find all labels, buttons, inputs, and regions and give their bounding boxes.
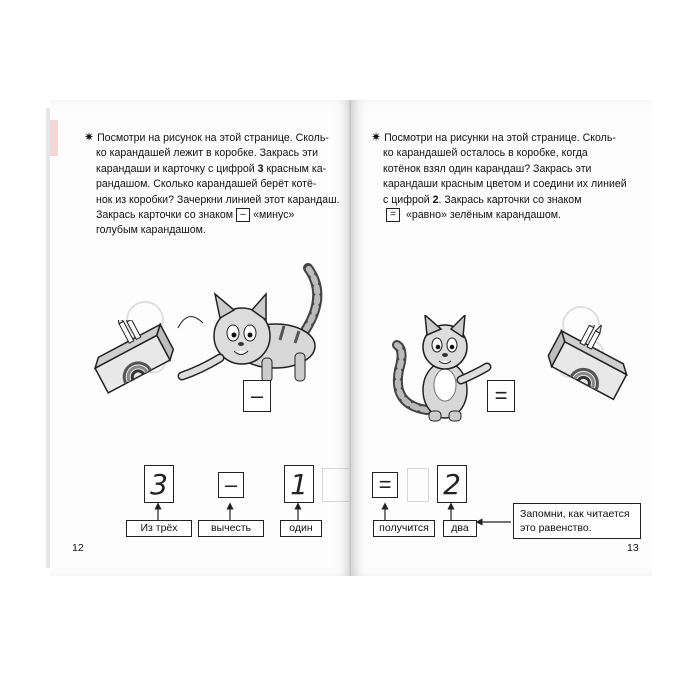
- page-number: 13: [627, 542, 639, 554]
- task-line: Посмотри на рисунки на этой странице. Сколь-: [384, 132, 616, 144]
- task-line: карандаши и карточку с цифрой: [96, 162, 255, 175]
- task-line: Посмотри на рисунок на этой странице. Сколь-: [97, 132, 329, 144]
- digit-card-2: 2: [437, 465, 467, 503]
- task-line: котёнок взял один карандаш? Закрась эти: [383, 162, 592, 175]
- minus-card-icon: –: [236, 208, 250, 222]
- page-tab: [50, 120, 58, 156]
- digit-card-1: 1: [284, 465, 314, 503]
- faint-card: [322, 468, 351, 502]
- right-task-text: [371, 130, 646, 223]
- remember-note: Запомни, как читается это равенство.: [513, 503, 641, 539]
- open-workbook: [50, 100, 652, 576]
- task-line: «равно»: [405, 209, 447, 222]
- task-line: зелёным карандашом.: [449, 209, 561, 222]
- task-line: «минус»: [253, 209, 295, 222]
- label-dva: два: [443, 520, 477, 537]
- pencil-box-illustration: [88, 320, 183, 400]
- kitten-illustration: [170, 258, 335, 393]
- equals-card-icon: =: [386, 208, 400, 222]
- task-line: голубым карандашом.: [96, 224, 206, 237]
- label-vychest: вычесть: [198, 520, 264, 537]
- minus-card: –: [218, 472, 244, 498]
- digit-card-3: 3: [144, 465, 174, 503]
- faint-card: [407, 468, 429, 502]
- pencil-box-illustration: [536, 325, 636, 410]
- task-line: нок из коробки? Зачеркни линией этот карандаш.: [96, 193, 340, 206]
- task-line: рандашом. Сколько карандашей берёт котё-: [96, 178, 317, 191]
- digit-highlight: 2: [432, 193, 439, 206]
- task-line: . Закрась карточки со знаком: [438, 193, 582, 206]
- task-line: карандаши красным цветом и соедини их линией: [383, 178, 627, 191]
- label-iz-tryokh: Из трёх: [126, 520, 192, 537]
- kitten-minus-card: –: [243, 380, 271, 412]
- kitten-equals-card: =: [487, 380, 515, 412]
- digit-highlight: 3: [257, 162, 264, 175]
- bullet-icon: ✷: [371, 130, 382, 144]
- task-line: ко карандашей лежит в коробке. Закрась эти: [96, 147, 319, 160]
- left-task-text: [84, 130, 346, 239]
- task-line: ко карандашей осталось в коробке, когда: [383, 147, 588, 160]
- task-line: красным ка-: [266, 162, 327, 175]
- right-page: [351, 100, 652, 576]
- task-line: с цифрой: [383, 193, 430, 206]
- label-poluchitsya: получится: [373, 520, 435, 537]
- task-line: Закрась карточки со знаком: [96, 209, 234, 222]
- bullet-icon: ✷: [84, 130, 95, 144]
- left-page: [50, 100, 351, 576]
- label-odin: один: [280, 520, 322, 537]
- page-number: 12: [72, 542, 84, 554]
- equals-card: =: [372, 472, 398, 498]
